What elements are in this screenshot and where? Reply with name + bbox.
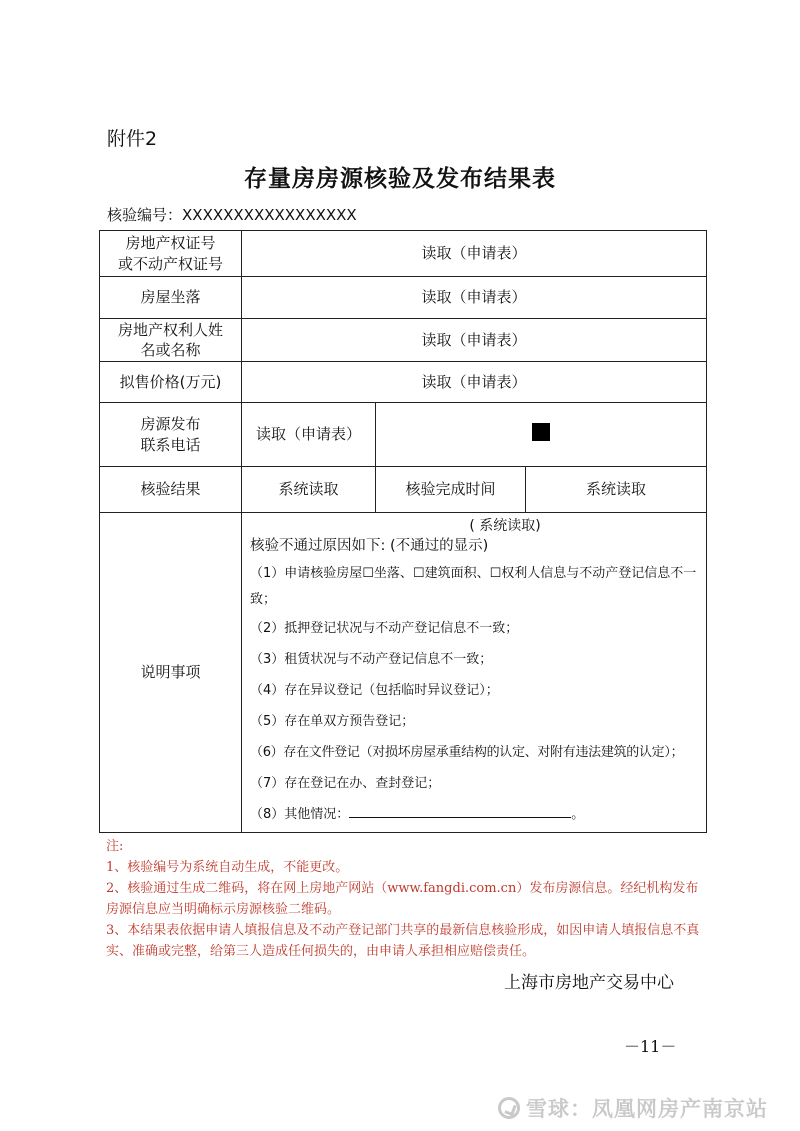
notes-item: （3）租赁状况与不动产登记信息不一致；: [250, 652, 493, 667]
notes-item: （4）存在异议登记（包括临时异议登记）；: [250, 683, 499, 698]
row-value: 读取（申请表）: [242, 362, 707, 403]
notes-item: （7）存在登记在办、查封登记；: [250, 776, 441, 791]
row-value: 读取（申请表）: [242, 319, 707, 362]
notes-heading: 核验不通过原因如下: (不通过的显示): [250, 538, 489, 554]
row-label-line: 房地产权证号: [125, 234, 216, 253]
result-value: 系统读取: [242, 467, 376, 513]
qr-code-cell: [376, 403, 707, 467]
notes-item-other: [250, 799, 700, 830]
table-row: [100, 362, 707, 403]
table-row-phone: [100, 403, 707, 467]
notes-system-read: ( 系统读取): [469, 518, 541, 534]
snowball-logo-icon: [498, 1097, 520, 1119]
table-row: [100, 231, 707, 277]
row-value: 读取（申请表）: [242, 231, 707, 277]
result-table: [99, 230, 707, 833]
row-label: 拟售价格(万元): [100, 362, 242, 403]
phone-label: [100, 403, 242, 467]
verification-number: [107, 204, 357, 225]
table-row: [100, 277, 707, 319]
watermark-text: 雪球：凤凰网房产南京站: [526, 1097, 768, 1121]
page-number: －11－: [624, 1037, 677, 1056]
issuing-organization: 上海市房地产交易中心: [504, 973, 674, 993]
row-label: [100, 231, 242, 277]
notes-other-blank: [349, 801, 571, 818]
row-value: 读取（申请表）: [242, 277, 707, 319]
row-label: [100, 319, 242, 362]
completion-time-label: 核验完成时间: [376, 467, 526, 513]
watermark: [498, 1093, 768, 1123]
table-row-result: [100, 467, 707, 513]
completion-time-value: 系统读取: [526, 467, 707, 513]
footnote-item: 3、本结果表依据申请人填报信息及不动产登记部门共享的最新信息核验形成，如因申请人填报信息不真实、准确或完整，给第三人造成任何损失的，由申请人承担相应赔偿责任。: [106, 923, 700, 959]
notes-item: （2）抵押登记状况与不动产登记信息不一致；: [250, 621, 519, 636]
footnote-item: 1、核验编号为系统自动生成，不能更改。: [106, 860, 349, 875]
table-row-notes: [100, 513, 707, 833]
row-label: 房屋坐落: [100, 277, 242, 319]
row-label-line: 房地产权利人姓: [117, 320, 223, 339]
phone-value: 读取（申请表）: [242, 403, 376, 467]
row-label-line: 房源发布: [140, 415, 201, 434]
footnote-item: 2、核验通过生成二维码，将在网上房地产网站（www.fangdi.com.cn）发布房源信息。经纪机构发布房源信息应当明确标示房源核验二维码。: [106, 881, 699, 917]
row-label-line: 或不动产权证号: [117, 254, 223, 273]
notes-other-suffix: 。: [571, 807, 585, 822]
row-label-line: 名或名称: [140, 341, 201, 359]
footnotes: [106, 836, 706, 962]
notes-item: （6）存在文件登记（对损坏房屋承重结构的认定、对附有违法建筑的认定）；: [250, 745, 684, 760]
row-label-line: 联系电话: [140, 435, 201, 454]
result-label: 核验结果: [100, 467, 242, 513]
notes-item: （5）存在单双方预告登记；: [250, 714, 415, 729]
page-title: 存量房房源核验及发布结果表: [244, 166, 556, 192]
table-row: [100, 319, 707, 362]
qr-code-placeholder-icon: [532, 423, 550, 441]
notes-label: 说明事项: [100, 513, 242, 833]
appendix-label: 附件2: [107, 128, 158, 150]
notes-other-prefix: （8）其他情况：: [250, 807, 350, 822]
notes-content: [242, 513, 707, 833]
notes-item: （1）申请核验房屋☐坐落、☐建筑面积、☐权利人信息与不动产登记信息不一致；: [250, 566, 697, 607]
verification-number-label: 核验编号：: [107, 206, 183, 224]
footnotes-heading: 注:: [106, 839, 124, 854]
verification-number-value: XXXXXXXXXXXXXXXXX: [182, 206, 357, 224]
